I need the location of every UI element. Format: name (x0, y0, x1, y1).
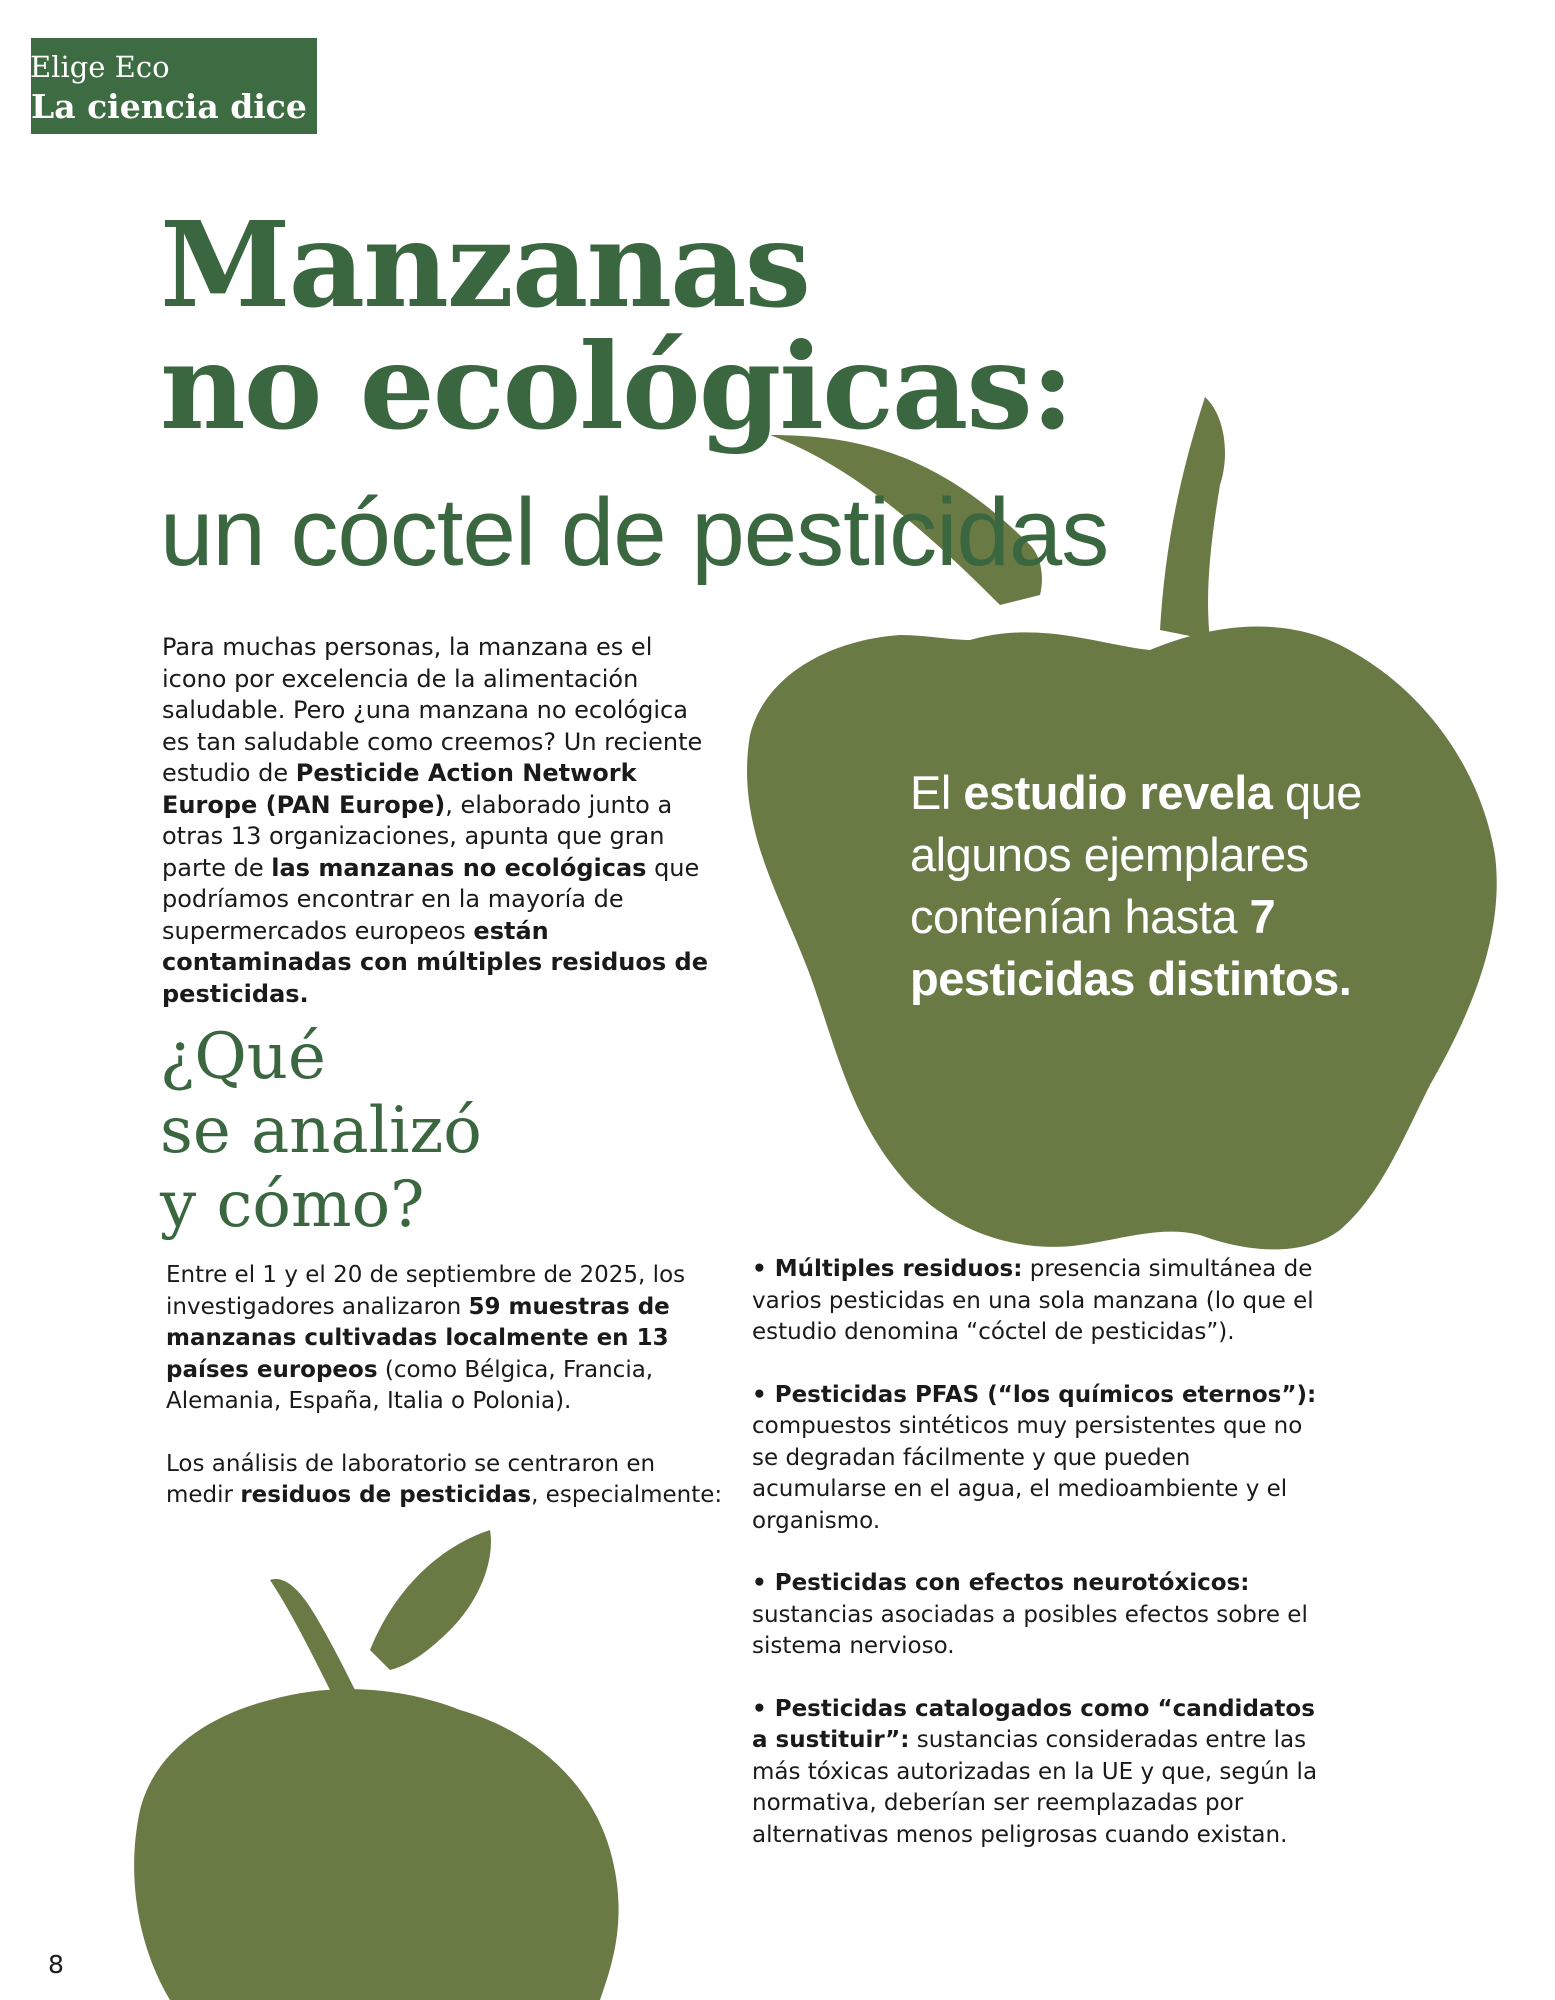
page-title-line2: no ecológicas: (160, 317, 1073, 456)
intro-paragraph: Para muchas personas, la manzana es el icono por excelencia de la alimentación saludable. Pero ¿una manzana no ecológica es tan saludable como creemos? Un reciente estudio de Pesticide Action Network Europe (PAN Europe), elaborado junto a otras 13 organizaciones, apunta que gran parte de las manzanas no ecológicas que podríamos encontrar en la mayoría de supermercados europeos están contaminadas con múltiples residuos de pesticidas. (162, 633, 708, 1008)
list-item: • Pesticidas con efectos neurotóxicos: sustancias asociadas a posibles efectos sobre el sistema nervioso. (752, 1570, 1308, 1659)
page-subtitle: un cóctel de pesticidas (160, 479, 1109, 586)
method-paragraph-1: Entre el 1 y el 20 de septiembre de 2025, los investigadores analizaron 59 muestras de manzanas cultivadas localmente en 13 países europeos (como Bélgica, Francia, Alemania, España, Italia o Polonia). (166, 1262, 686, 1414)
section-name: Elige Eco (30, 50, 170, 84)
page-title-line1: Manzanas (160, 195, 810, 334)
section-tag (31, 38, 317, 134)
method-paragraph-2: Los análisis de laboratorio se centraron en medir residuos de pesticidas, especialmente: (166, 1450, 723, 1508)
list-item: • Pesticidas catalogados como “candidatos a sustituir”: sustancias consideradas entre las más tóxicas autorizadas en la UE y que, según la normativa, deberían ser reemplazadas por alternativas menos peligrosas cuando existan. (752, 1695, 1318, 1848)
section-heading: ¿Qué se analizó y cómo? (160, 1020, 482, 1242)
subsection-name: La ciencia dice (31, 87, 307, 126)
analysis-list (752, 1254, 1332, 1882)
list-item: • Múltiples residuos: presencia simultánea de varios pesticidas en una sola manzana (lo que el estudio denomina “cóctel de pesticidas”). (752, 1256, 1314, 1345)
method-text (166, 1260, 726, 1543)
apple-illustration-small (130, 1520, 690, 2000)
page-number: 8 (48, 1950, 64, 1979)
list-item: • Pesticidas PFAS (“los químicos eternos”): compuestos sintéticos muy persistentes que no se degradan fácilmente y que pueden acumularse en el agua, el medioambiente y el organismo. (752, 1381, 1317, 1534)
callout-text: El estudio revela que algunos ejemplares contenían hasta 7 pesticidas distintos. (910, 766, 1362, 1005)
